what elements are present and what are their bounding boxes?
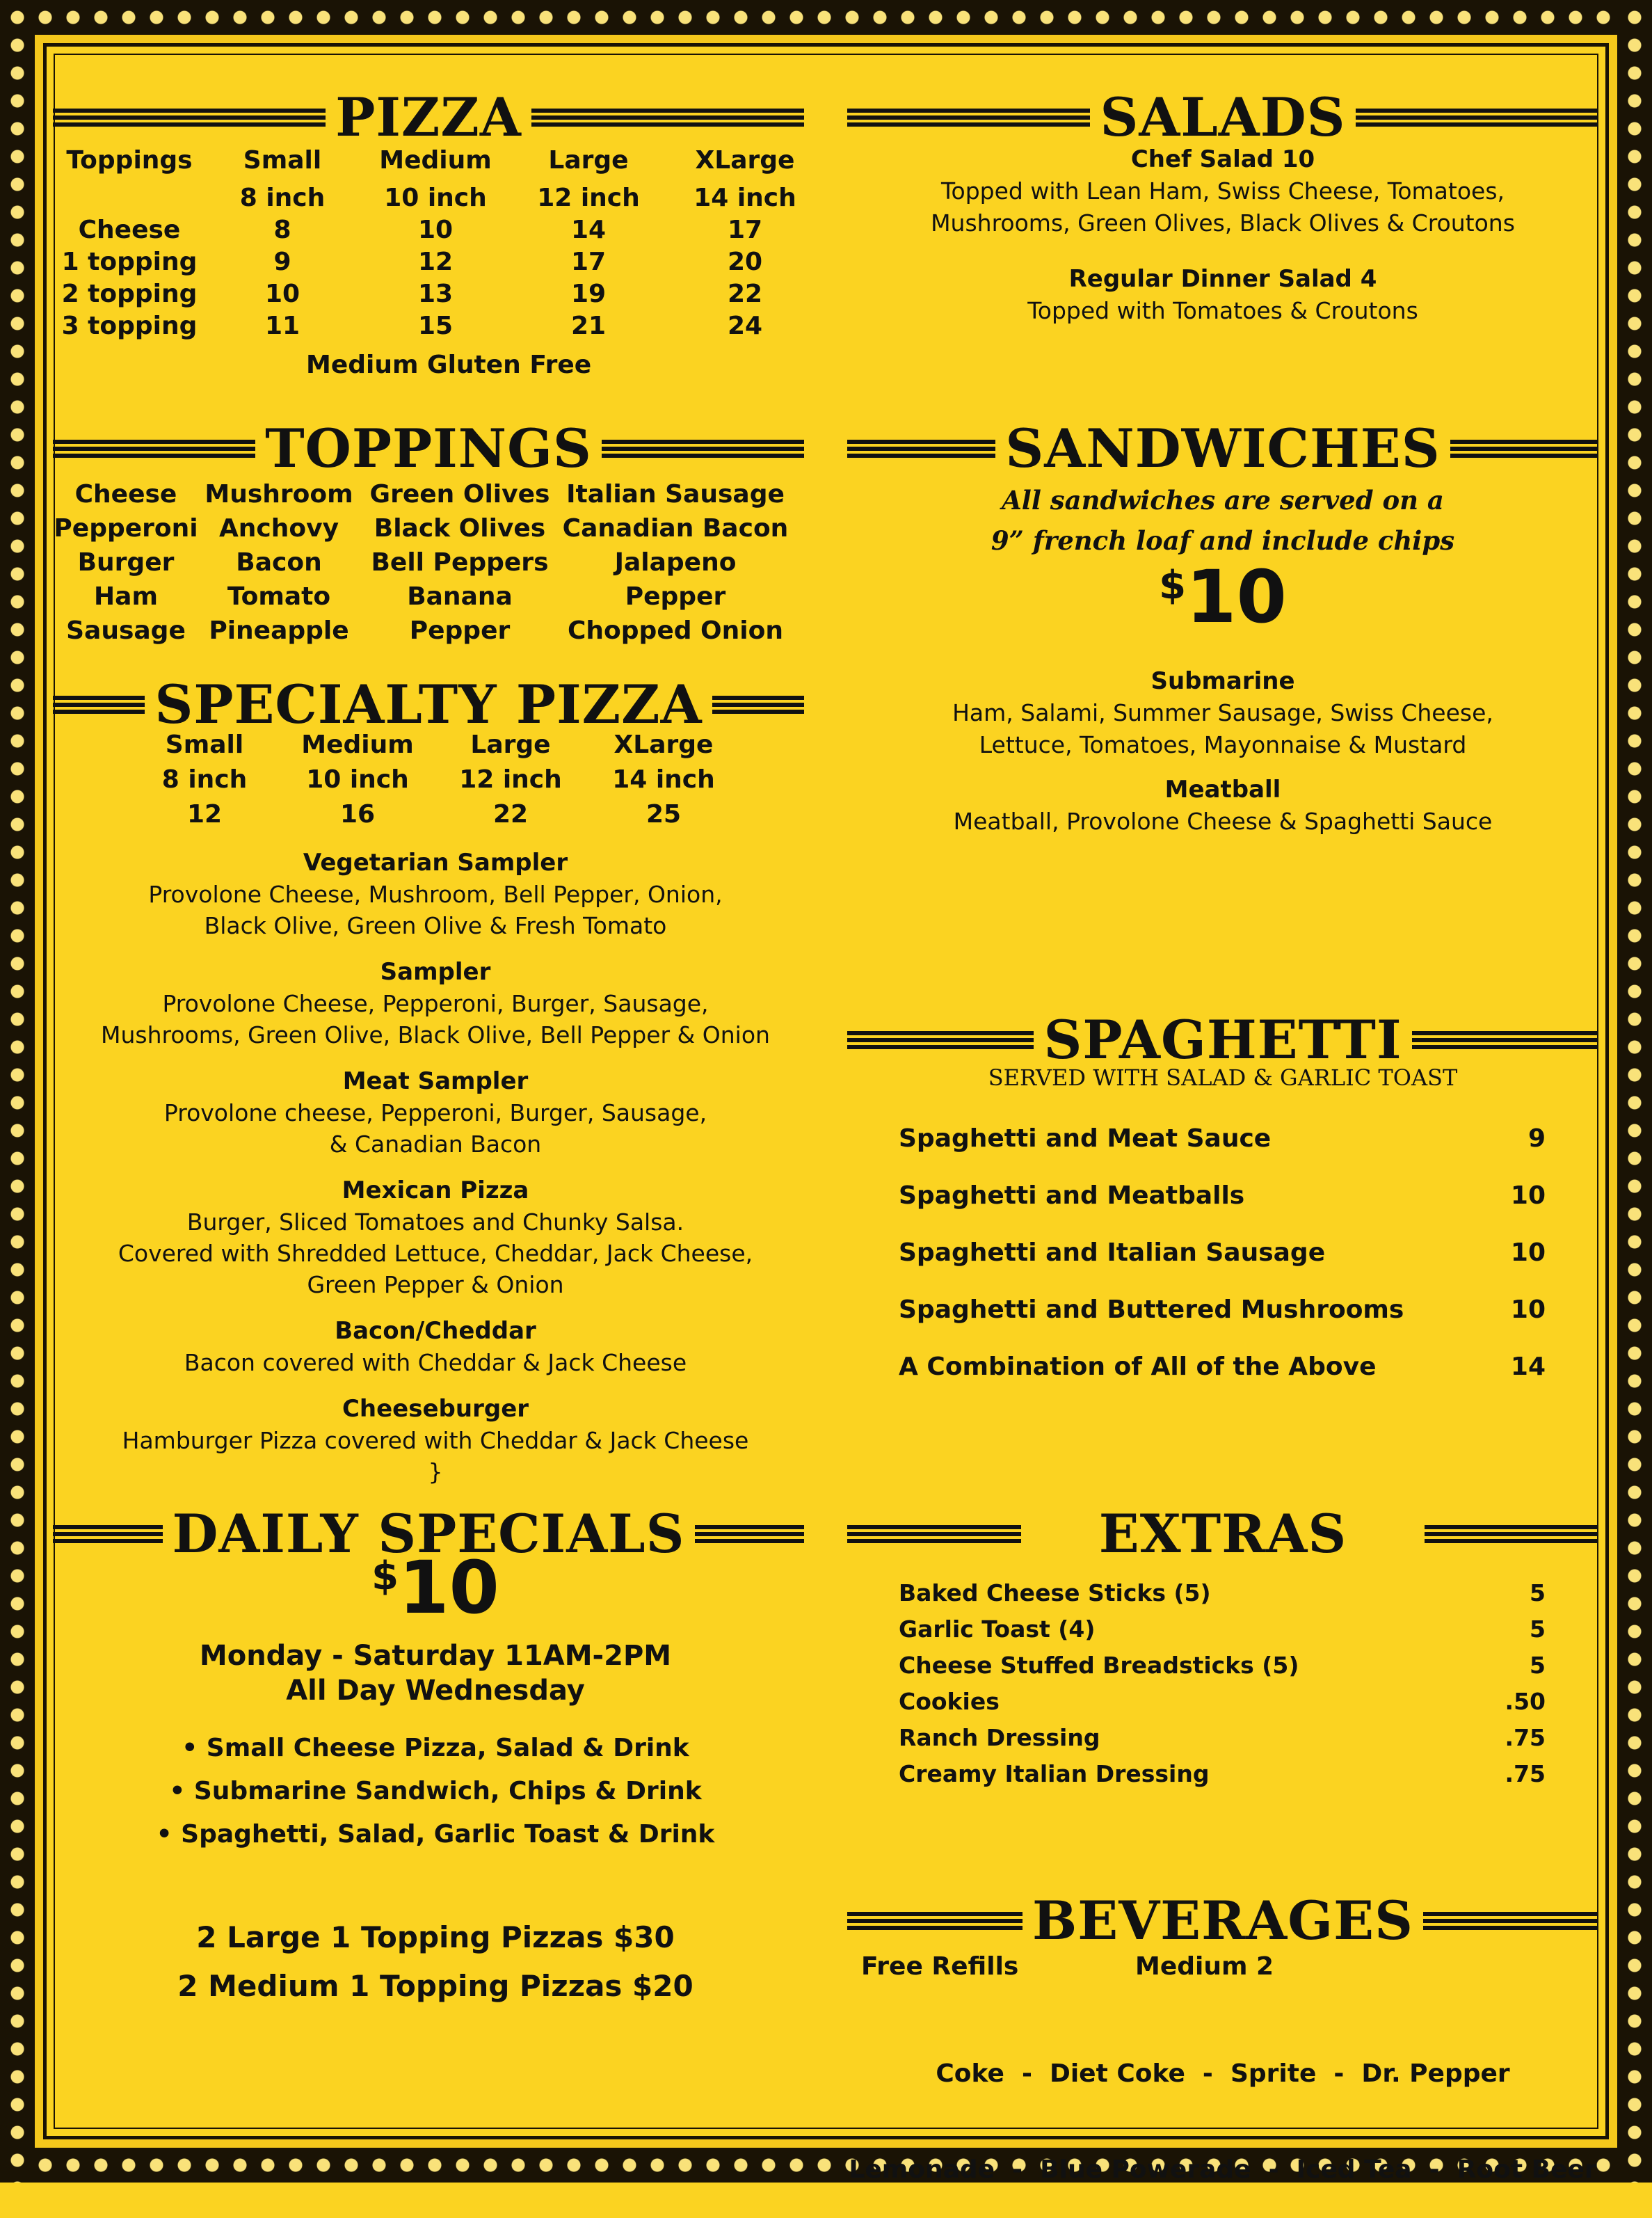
sandwiches-list: Submarine Ham, Salami, Summer Sausage, Swiss Cheese, Lettuce, Tomatoes, Mayonnaise & Mustard Meatball Meatball, Provolone Cheese & Spaghetti Sauce	[847, 665, 1598, 838]
meatball-sandwich: Meatball	[1164, 776, 1281, 804]
daily-specials-title: DAILY SPECIALS	[172, 1503, 685, 1565]
specialty-item: Mexican Pizza Burger, Sliced Tomatoes and Chunky Salsa. Covered with Shredded Lettuce, Cheddar, Jack Cheese, Green Pepper & Onion	[118, 1176, 753, 1298]
pizza-row: 3 topping 11 15 21 24	[61, 312, 763, 340]
spaghetti-subtitle: SERVED WITH SALAD & GARLIC TOAST	[988, 1064, 1458, 1091]
spaghetti-item: Spaghetti and Meat Sauce 9	[899, 1124, 1546, 1153]
specialty-header-row: Small Medium Large XLarge	[165, 731, 714, 759]
extras-list	[899, 1575, 1546, 1792]
border-dots-left	[0, 0, 35, 2183]
spaghetti-item: Spaghetti and Buttered Mushrooms 10	[899, 1295, 1546, 1324]
pizza-header-large: Large	[548, 146, 629, 175]
pizza-title: PIZZA	[335, 86, 522, 148]
specialty-item: Vegetarian Sampler Provolone Cheese, Mushroom, Bell Pepper, Onion, Black Olive, Green Olive & Fresh Tomato	[148, 849, 723, 939]
extras-title: EXTRAS	[1098, 1503, 1347, 1565]
beverages-title: BEVERAGES	[1032, 1890, 1413, 1952]
pizza-header-xlarge: XLarge	[695, 146, 795, 175]
specialty-item: Bacon/Cheddar Bacon covered with Cheddar & Jack Cheese	[184, 1317, 687, 1376]
border-dots-top	[0, 0, 1652, 35]
specialty-price-row: 12 16 22 25	[186, 800, 682, 829]
daily-special-item: • Spaghetti, Salad, Garlic Toast & Drink	[156, 1820, 715, 1849]
specialty-heading	[53, 673, 804, 735]
pizza-size-xlarge: 14 inch	[693, 184, 796, 212]
border-dots-right	[1617, 0, 1652, 2183]
specialty-item: Sampler Provolone Cheese, Pepperoni, Burger, Sausage, Mushrooms, Green Olive, Black Olive, Bell Pepper & Onion	[101, 958, 770, 1048]
beverage-medium-price: Medium 2	[1135, 1952, 1274, 1981]
toppings-column: Cheese Pepperoni Burger Ham Sausage	[54, 480, 198, 645]
pizza-header-row	[53, 146, 825, 175]
sandwiches-price: $10	[1159, 554, 1287, 639]
pizza-heading	[53, 86, 804, 148]
toppings-title: TOPPINGS	[265, 417, 592, 479]
specialty-item: Meat Sampler Provolone cheese, Pepperoni, Burger, Sausage, & Canadian Bacon	[163, 1067, 707, 1158]
toppings-column: Green Olives Black Olives Bell Peppers Banana Pepper	[369, 480, 550, 645]
extras-item: Cheese Stuffed Breadsticks (5) 5	[899, 1652, 1546, 1679]
pizza-size-medium: 10 inch	[384, 184, 487, 212]
pizza-row: Cheese 8 10 14 17	[78, 216, 763, 244]
spaghetti-list	[899, 1110, 1546, 1396]
daily-specials-price: $10	[371, 1545, 499, 1630]
pizza-size-row	[53, 184, 825, 212]
dinner-salad: Regular Dinner Salad 4	[1068, 265, 1377, 293]
salads-heading	[847, 86, 1598, 148]
pizza-row: 1 topping 9 12 17 20	[61, 248, 763, 276]
daily-special-item: • Submarine Sandwich, Chips & Drink	[169, 1777, 702, 1805]
medium-pizza-deal: 2 Medium 1 Topping Pizzas $20	[177, 1969, 693, 2003]
extras-item: Ranch Dressing .75	[899, 1724, 1546, 1751]
sandwiches-heading	[847, 417, 1598, 479]
spaghetti-title: SPAGHETTI	[1043, 1009, 1402, 1071]
pizza-header-toppings: Toppings	[66, 146, 193, 175]
sandwiches-intro: All sandwiches are served on a 9” french loaf and include chips	[991, 485, 1455, 556]
gluten-free-note: Medium Gluten Free	[306, 351, 592, 379]
pizza-size-large: 12 inch	[537, 184, 640, 212]
specialty-size-row: 8 inch 10 inch 12 inch 14 inch	[161, 765, 715, 794]
beverage-list: Coke - Diet Coke - Sprite - Dr. Pepper Lemonade - Blue Powerade - Iced Tea - Root Beer	[849, 2059, 1597, 2184]
extras-item: Creamy Italian Dressing .75	[899, 1760, 1546, 1787]
extras-item: Garlic Toast (4) 5	[899, 1615, 1546, 1643]
toppings-list	[53, 477, 790, 648]
specialty-item: Cheeseburger Hamburger Pizza covered with Cheddar & Jack Cheese	[122, 1395, 749, 1454]
toppings-column: Mushroom Anchovy Bacon Tomato Pineapple	[205, 480, 353, 645]
daily-specials-hours: Monday - Saturday 11AM-2PM All Day Wednesday	[199, 1640, 672, 1707]
pizza-header-small: Small	[243, 146, 322, 175]
daily-specials-list	[53, 1727, 818, 1856]
salads-list: Chef Salad 10 Topped with Lean Ham, Swiss Cheese, Tomatoes, Mushrooms, Green Olives, Black Olives & Croutons Regular Dinner Salad 4 Topped with Tomatoes & Croutons	[847, 143, 1598, 327]
specialty-title: SPECIALTY PIZZA	[154, 673, 703, 735]
daily-special-item: • Small Cheese Pizza, Salad & Drink	[182, 1734, 689, 1762]
spaghetti-item: Spaghetti and Meatballs 10	[899, 1181, 1546, 1210]
pizza-row: 2 topping 10 13 19 22	[61, 280, 763, 308]
spaghetti-heading	[847, 1009, 1598, 1071]
submarine-sandwich: Submarine	[1150, 667, 1295, 695]
extras-heading	[847, 1503, 1598, 1565]
pizza-deals	[53, 1913, 818, 2011]
pizza-size-small: 8 inch	[239, 184, 326, 212]
pizza-header-medium: Medium	[379, 146, 492, 175]
toppings-heading	[53, 417, 804, 479]
extras-item: Cookies .50	[899, 1688, 1546, 1715]
spaghetti-item: Spaghetti and Italian Sausage 10	[899, 1238, 1546, 1267]
extras-item: Baked Cheese Sticks (5) 5	[899, 1579, 1546, 1606]
sandwiches-title: SANDWICHES	[1005, 417, 1441, 479]
specialty-list: Vegetarian Sampler Provolone Cheese, Mushroom, Bell Pepper, Onion, Black Olive, Green Olive & Fresh Tomato Sampler Provolone Cheese, Pepperoni, Burger, Sausage, Mushrooms, Green Olive, Black Olive, Bell Pepper & Onion Meat Sampler Provolone cheese, Pepperoni, Burger, Sausage, & Canadian Bacon Mexican Pizza Burger, Sliced Tomatoes and Chunky Salsa. Covered with Shredded Lettuce, Cheddar, Jack Cheese, Green Pepper & Onion Bacon/Cheddar Bacon covered with Cheddar & Jack Cheese Cheeseburger Hamburger Pizza covered with Cheddar & Jack Cheese }	[53, 847, 818, 1487]
beverages-heading	[847, 1890, 1598, 1952]
spaghetti-item: A Combination of All of the Above 14	[899, 1353, 1546, 1381]
toppings-column: Italian Sausage Canadian Bacon Jalapeno Pepper Chopped Onion	[562, 480, 789, 645]
chef-salad: Chef Salad 10	[1130, 145, 1315, 173]
free-refills-label: Free Refills	[861, 1952, 1019, 1981]
large-pizza-deal: 2 Large 1 Topping Pizzas $30	[196, 1920, 675, 1954]
salads-title: SALADS	[1100, 86, 1346, 148]
